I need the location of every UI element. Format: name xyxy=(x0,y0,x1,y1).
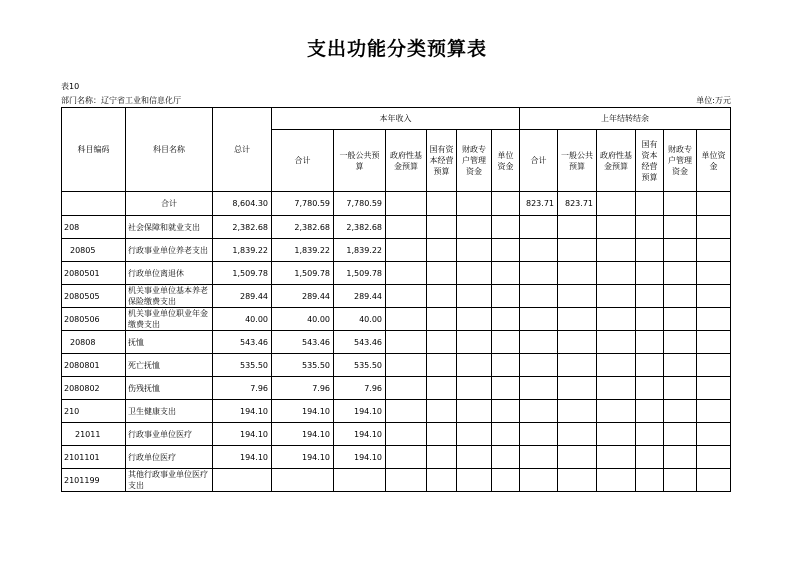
header-code: 科目编码 xyxy=(62,108,126,192)
cell-cy-general: 7,780.59 xyxy=(334,192,386,216)
cell-total: 543.46 xyxy=(213,331,272,354)
cell-cy-total: 289.44 xyxy=(272,285,334,308)
cell-name: 其他行政事业单位医疗支出 xyxy=(126,469,213,492)
cell-code: 2080506 xyxy=(62,308,126,331)
cell-cy-total: 1,839.22 xyxy=(272,239,334,262)
header-co-total: 合计 xyxy=(520,130,558,192)
cell-code: 2080501 xyxy=(62,262,126,285)
cell-name: 合计 xyxy=(126,192,213,216)
header-co-state: 国有资本经营预算 xyxy=(636,130,664,192)
department-name: 部门名称：辽宁省工业和信息化厅 xyxy=(61,96,181,105)
page-title: 支出功能分类预算表 xyxy=(306,38,487,60)
cell-code: 21011 xyxy=(62,423,126,446)
cell-name: 死亡抚恤 xyxy=(126,354,213,377)
cell-cy-general xyxy=(334,469,386,492)
cell-total: 194.10 xyxy=(213,423,272,446)
header-carryover: 上年结转结余 xyxy=(520,108,731,130)
header-cy-total: 合计 xyxy=(272,130,334,192)
cell-code: 2080505 xyxy=(62,285,126,308)
cell-code xyxy=(62,192,126,216)
cell-cy-total: 194.10 xyxy=(272,423,334,446)
cell-name: 机关事业单位职业年金缴费支出 xyxy=(126,308,213,331)
table-row xyxy=(62,331,731,354)
cell-code: 210 xyxy=(62,400,126,423)
cell-cy-total: 543.46 xyxy=(272,331,334,354)
cell-code: 208 xyxy=(62,216,126,239)
cell-name: 机关事业单位基本养老保险缴费支出 xyxy=(126,285,213,308)
table-row xyxy=(62,400,731,423)
table-row xyxy=(62,354,731,377)
header-co-general: 一般公共预算 xyxy=(558,130,597,192)
header-co-special: 财政专户管理资金 xyxy=(664,130,697,192)
cell-code: 2101199 xyxy=(62,469,126,492)
cell-total: 7.96 xyxy=(213,377,272,400)
cell-total: 289.44 xyxy=(213,285,272,308)
cell-cy-total xyxy=(272,469,334,492)
table-row xyxy=(62,239,731,262)
cell-name: 行政事业单位养老支出 xyxy=(126,239,213,262)
cell-cy-general: 194.10 xyxy=(334,446,386,469)
cell-cy-general: 1,509.78 xyxy=(334,262,386,285)
cell-total: 8,604.30 xyxy=(213,192,272,216)
cell-name: 卫生健康支出 xyxy=(126,400,213,423)
header-current-year: 本年收入 xyxy=(272,108,520,130)
header-cy-special: 财政专户管理资金 xyxy=(457,130,492,192)
cell-name: 行政单位离退休 xyxy=(126,262,213,285)
cell-cy-general: 2,382.68 xyxy=(334,216,386,239)
cell-name: 抚恤 xyxy=(126,331,213,354)
header-total: 总计 xyxy=(213,108,272,192)
table-row xyxy=(62,262,731,285)
cell-cy-general: 194.10 xyxy=(334,423,386,446)
cell-cy-general: 7.96 xyxy=(334,377,386,400)
cell-code: 2101101 xyxy=(62,446,126,469)
cell-code: 2080801 xyxy=(62,354,126,377)
table-row xyxy=(62,469,731,492)
cell-total: 194.10 xyxy=(213,446,272,469)
header-co-unit: 单位资金 xyxy=(697,130,731,192)
cell-cy-total: 2,382.68 xyxy=(272,216,334,239)
cell-cy-total: 535.50 xyxy=(272,354,334,377)
cell-cy-total: 7,780.59 xyxy=(272,192,334,216)
cell-cy-general: 543.46 xyxy=(334,331,386,354)
cell-cy-total: 1,509.78 xyxy=(272,262,334,285)
budget-table xyxy=(61,107,731,492)
cell-total: 2,382.68 xyxy=(213,216,272,239)
cell-cy-general: 40.00 xyxy=(334,308,386,331)
cell-total: 40.00 xyxy=(213,308,272,331)
cell-name: 伤残抚恤 xyxy=(126,377,213,400)
cell-total: 194.10 xyxy=(213,400,272,423)
cell-code: 20805 xyxy=(62,239,126,262)
cell-cy-general: 194.10 xyxy=(334,400,386,423)
table-row xyxy=(62,423,731,446)
header-name: 科目名称 xyxy=(126,108,213,192)
cell-cy-total: 40.00 xyxy=(272,308,334,331)
cell-cy-total: 194.10 xyxy=(272,400,334,423)
unit-label: 单位:万元 xyxy=(696,96,731,105)
cell-cy-total: 7.96 xyxy=(272,377,334,400)
cell-name: 行政单位医疗 xyxy=(126,446,213,469)
cell-co-general: 823.71 xyxy=(558,192,597,216)
header-cy-general: 一般公共预算 xyxy=(334,130,386,192)
table-row xyxy=(62,192,731,216)
cell-total xyxy=(213,469,272,492)
cell-cy-general: 289.44 xyxy=(334,285,386,308)
header-cy-fund: 政府性基金预算 xyxy=(386,130,427,192)
cell-cy-general: 1,839.22 xyxy=(334,239,386,262)
cell-co-total: 823.71 xyxy=(520,192,558,216)
cell-name: 行政事业单位医疗 xyxy=(126,423,213,446)
table-row xyxy=(62,308,731,331)
cell-total: 535.50 xyxy=(213,354,272,377)
header-cy-unit: 单位资金 xyxy=(492,130,520,192)
header-co-fund: 政府性基金预算 xyxy=(597,130,636,192)
table-row xyxy=(62,285,731,308)
table-row xyxy=(62,377,731,400)
cell-code: 2080802 xyxy=(62,377,126,400)
cell-cy-general: 535.50 xyxy=(334,354,386,377)
cell-code: 20808 xyxy=(62,331,126,354)
cell-name: 社会保障和就业支出 xyxy=(126,216,213,239)
table-row xyxy=(62,216,731,239)
cell-cy-total: 194.10 xyxy=(272,446,334,469)
cell-total: 1,509.78 xyxy=(213,262,272,285)
table-row xyxy=(62,446,731,469)
cell-total: 1,839.22 xyxy=(213,239,272,262)
header-cy-state: 国有资本经营预算 xyxy=(427,130,457,192)
table-number: 表10 xyxy=(61,82,80,91)
